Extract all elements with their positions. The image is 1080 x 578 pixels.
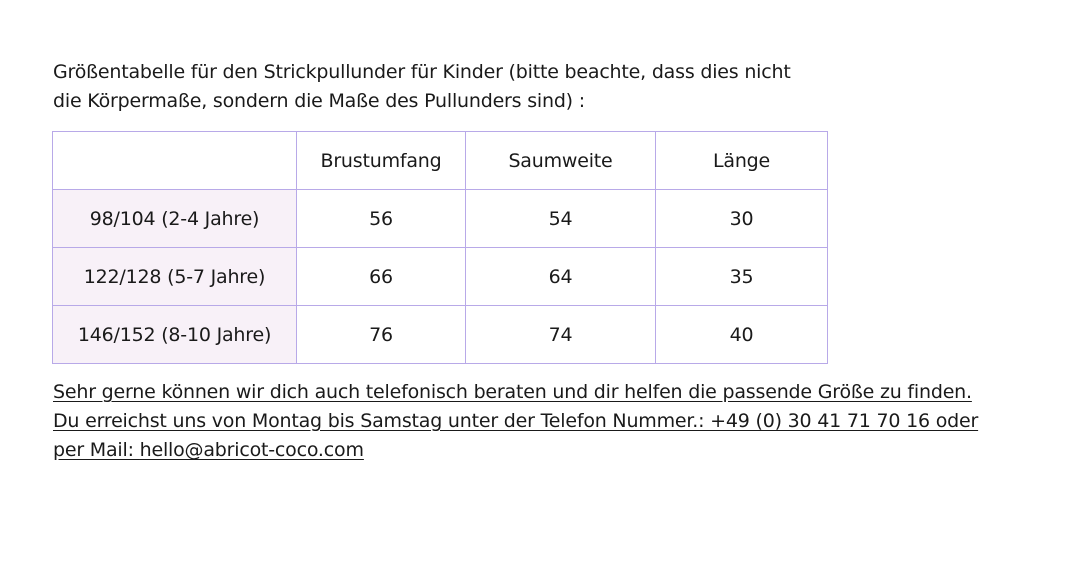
cell-laenge: 40 xyxy=(656,306,828,364)
cell-saumweite: 74 xyxy=(466,306,656,364)
cell-saumweite: 64 xyxy=(466,248,656,306)
email-link[interactable]: hello@abricot-coco.com xyxy=(139,439,364,461)
contact-line-2: Du erreichst uns von Montag bis Samstag unter der Telefon Nummer.: +49 (0) 30 41 71 70 16 oder xyxy=(53,410,979,432)
contact-info xyxy=(53,378,1063,465)
row-label: 146/152 (8-10 Jahre) xyxy=(53,306,297,364)
size-chart-intro xyxy=(53,58,853,116)
table-header-row xyxy=(53,132,828,190)
header-brustumfang: Brustumfang xyxy=(297,132,466,190)
cell-brustumfang: 66 xyxy=(297,248,466,306)
header-empty-cell xyxy=(53,132,297,190)
intro-line-2: die Körpermaße, sondern die Maße des Pullunders sind) : xyxy=(53,90,585,112)
contact-line-1: Sehr gerne können wir dich auch telefonisch beraten und dir helfen die passende Größe zu finden. xyxy=(53,381,972,403)
header-laenge: Länge xyxy=(656,132,828,190)
cell-laenge: 35 xyxy=(656,248,828,306)
table-row xyxy=(53,190,828,248)
intro-line-1: Größentabelle für den Strickpullunder für Kinder (bitte beachte, dass dies nicht xyxy=(53,61,791,83)
cell-brustumfang: 76 xyxy=(297,306,466,364)
table-row xyxy=(53,306,828,364)
contact-line-3-prefix: per Mail: xyxy=(53,439,140,461)
header-saumweite: Saumweite xyxy=(466,132,656,190)
cell-saumweite: 54 xyxy=(466,190,656,248)
table-row xyxy=(53,248,828,306)
cell-laenge: 30 xyxy=(656,190,828,248)
row-label: 122/128 (5-7 Jahre) xyxy=(53,248,297,306)
cell-brustumfang: 56 xyxy=(297,190,466,248)
size-table xyxy=(52,131,828,364)
row-label: 98/104 (2-4 Jahre) xyxy=(53,190,297,248)
